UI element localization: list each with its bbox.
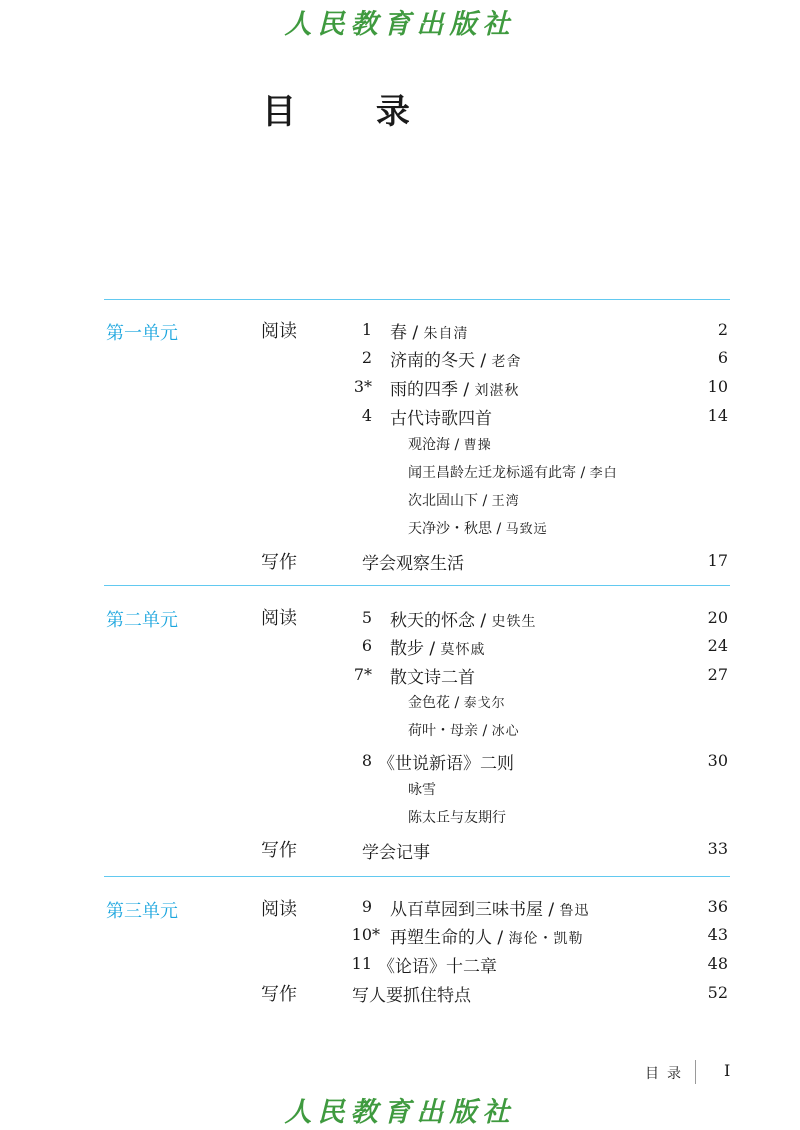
poem-title: 次北固山下 xyxy=(408,493,478,509)
page-number: 48 xyxy=(707,954,728,973)
lesson-number: 4 xyxy=(361,406,372,425)
lesson-author: 朱自清 xyxy=(423,326,469,342)
toc-entry[interactable]: 春 / 朱自清 xyxy=(390,323,469,343)
poem-entry[interactable]: 天净沙・秋思 / 马致远 xyxy=(408,521,548,537)
toc-entry[interactable]: 济南的冬天 / 老舍 xyxy=(390,351,522,371)
poem-author: 李白 xyxy=(589,466,618,481)
toc-entry[interactable] xyxy=(378,952,497,977)
lesson-author: 老舍 xyxy=(491,354,522,370)
unit-heading: 第二单元 xyxy=(106,610,178,631)
page-number: 14 xyxy=(707,406,728,425)
section-label-reading: 阅读 xyxy=(261,321,297,342)
page-number: 2 xyxy=(717,320,728,339)
page-number: 52 xyxy=(707,983,728,1002)
poem-entry[interactable]: 荷叶・母亲 / 冰心 xyxy=(408,723,520,739)
poem-entry[interactable]: 次北固山下 / 王湾 xyxy=(408,493,520,509)
poem-title: 荷叶・母亲 xyxy=(408,723,478,739)
footer-label: 目录 xyxy=(645,1066,689,1082)
toc-entry[interactable]: 秋天的怀念 / 史铁生 xyxy=(390,611,537,631)
section-label-writing: 写作 xyxy=(261,984,297,1005)
page-number: 24 xyxy=(707,636,728,655)
poem-title: 天净沙・秋思 xyxy=(408,521,492,537)
page-number: 43 xyxy=(707,925,728,944)
page-number: 30 xyxy=(707,751,728,770)
lesson-author: 莫怀戚 xyxy=(440,642,486,658)
lesson-number: 8 xyxy=(361,751,372,770)
lesson-number: 5 xyxy=(361,608,372,627)
lesson-title: 《论语》十二章 xyxy=(378,957,497,977)
page-number: 10 xyxy=(707,377,728,396)
lesson-title: 春 xyxy=(390,323,407,343)
lesson-number: 9 xyxy=(361,897,372,916)
lesson-number: 3* xyxy=(353,377,372,396)
lesson-number: 7* xyxy=(353,665,372,684)
unit-divider xyxy=(104,585,730,586)
toc-entry[interactable]: 散步 / 莫怀戚 xyxy=(390,639,486,659)
section-label-reading: 阅读 xyxy=(261,899,297,920)
footer-page-number: I xyxy=(724,1061,731,1080)
poem-title: 闻王昌龄左迁龙标遥有此寄 xyxy=(408,465,576,481)
poem-title: 观沧海 xyxy=(408,437,450,453)
toc-entry[interactable] xyxy=(378,749,514,774)
publisher-logo-bottom: 人民教育出版社 xyxy=(284,1097,516,1128)
poem-author: 马致远 xyxy=(505,522,548,537)
poem-author: 冰心 xyxy=(491,724,520,739)
lesson-author: 史铁生 xyxy=(491,614,537,630)
section-label-reading: 阅读 xyxy=(261,608,297,629)
section-label-writing: 写作 xyxy=(261,840,297,861)
lesson-title: 秋天的怀念 xyxy=(390,611,475,631)
page-number: 33 xyxy=(707,839,728,858)
lesson-author: 海伦・凯勒 xyxy=(508,931,584,947)
lesson-number: 1 xyxy=(361,320,372,339)
unit-heading: 第三单元 xyxy=(106,901,178,922)
lesson-title: 济南的冬天 xyxy=(390,351,475,371)
page-number: 20 xyxy=(707,608,728,627)
lesson-title: 散步 xyxy=(390,639,424,659)
page-number: 27 xyxy=(707,665,728,684)
page-number: 17 xyxy=(707,551,728,570)
writing-entry[interactable]: 写人要抓住特点 xyxy=(352,986,471,1006)
poem-entry[interactable]: 观沧海 / 曹操 xyxy=(408,437,492,453)
unit-divider xyxy=(104,299,730,300)
passage-entry[interactable]: 陈太丘与友期行 xyxy=(408,810,506,826)
lesson-number: 10* xyxy=(351,925,380,944)
toc-entry[interactable]: 从百草园到三味书屋 / 鲁迅 xyxy=(390,900,590,920)
poem-entry[interactable]: 金色花 / 泰戈尔 xyxy=(408,695,506,711)
lesson-title: 散文诗二首 xyxy=(390,668,475,688)
footer-divider xyxy=(695,1060,696,1084)
poem-author: 曹操 xyxy=(463,438,492,453)
page-number: 6 xyxy=(717,348,728,367)
publisher-logo-top: 人民教育出版社 xyxy=(284,9,516,40)
lesson-title: 雨的四季 xyxy=(390,380,458,400)
poem-author: 泰戈尔 xyxy=(463,696,506,711)
toc-entry[interactable] xyxy=(390,404,492,429)
toc-entry[interactable]: 雨的四季 / 刘湛秋 xyxy=(390,380,520,400)
passage-entry[interactable]: 咏雪 xyxy=(408,782,436,798)
lesson-number: 2 xyxy=(361,348,372,367)
unit-heading: 第一单元 xyxy=(106,323,178,344)
lesson-author: 刘湛秋 xyxy=(474,383,520,399)
writing-entry[interactable]: 学会观察生活 xyxy=(362,554,464,574)
lesson-title: 古代诗歌四首 xyxy=(390,409,492,429)
unit-divider xyxy=(104,876,730,877)
writing-entry[interactable]: 学会记事 xyxy=(362,843,430,863)
page-number: 36 xyxy=(707,897,728,916)
page-title: 目 录 xyxy=(262,92,444,132)
poem-title: 金色花 xyxy=(408,695,450,711)
poem-entry[interactable]: 闻王昌龄左迁龙标遥有此寄 / 李白 xyxy=(408,465,618,481)
poem-author: 王湾 xyxy=(491,494,520,509)
toc-entry[interactable] xyxy=(390,663,475,688)
lesson-number: 11 xyxy=(351,954,372,973)
lesson-title: 再塑生命的人 xyxy=(390,928,492,948)
section-label-writing: 写作 xyxy=(261,552,297,573)
toc-entry[interactable]: 再塑生命的人 / 海伦・凯勒 xyxy=(390,928,584,948)
lesson-number: 6 xyxy=(361,636,372,655)
lesson-title: 从百草园到三味书屋 xyxy=(390,900,543,920)
lesson-author: 鲁迅 xyxy=(559,903,590,919)
lesson-title: 《世说新语》二则 xyxy=(378,754,514,774)
